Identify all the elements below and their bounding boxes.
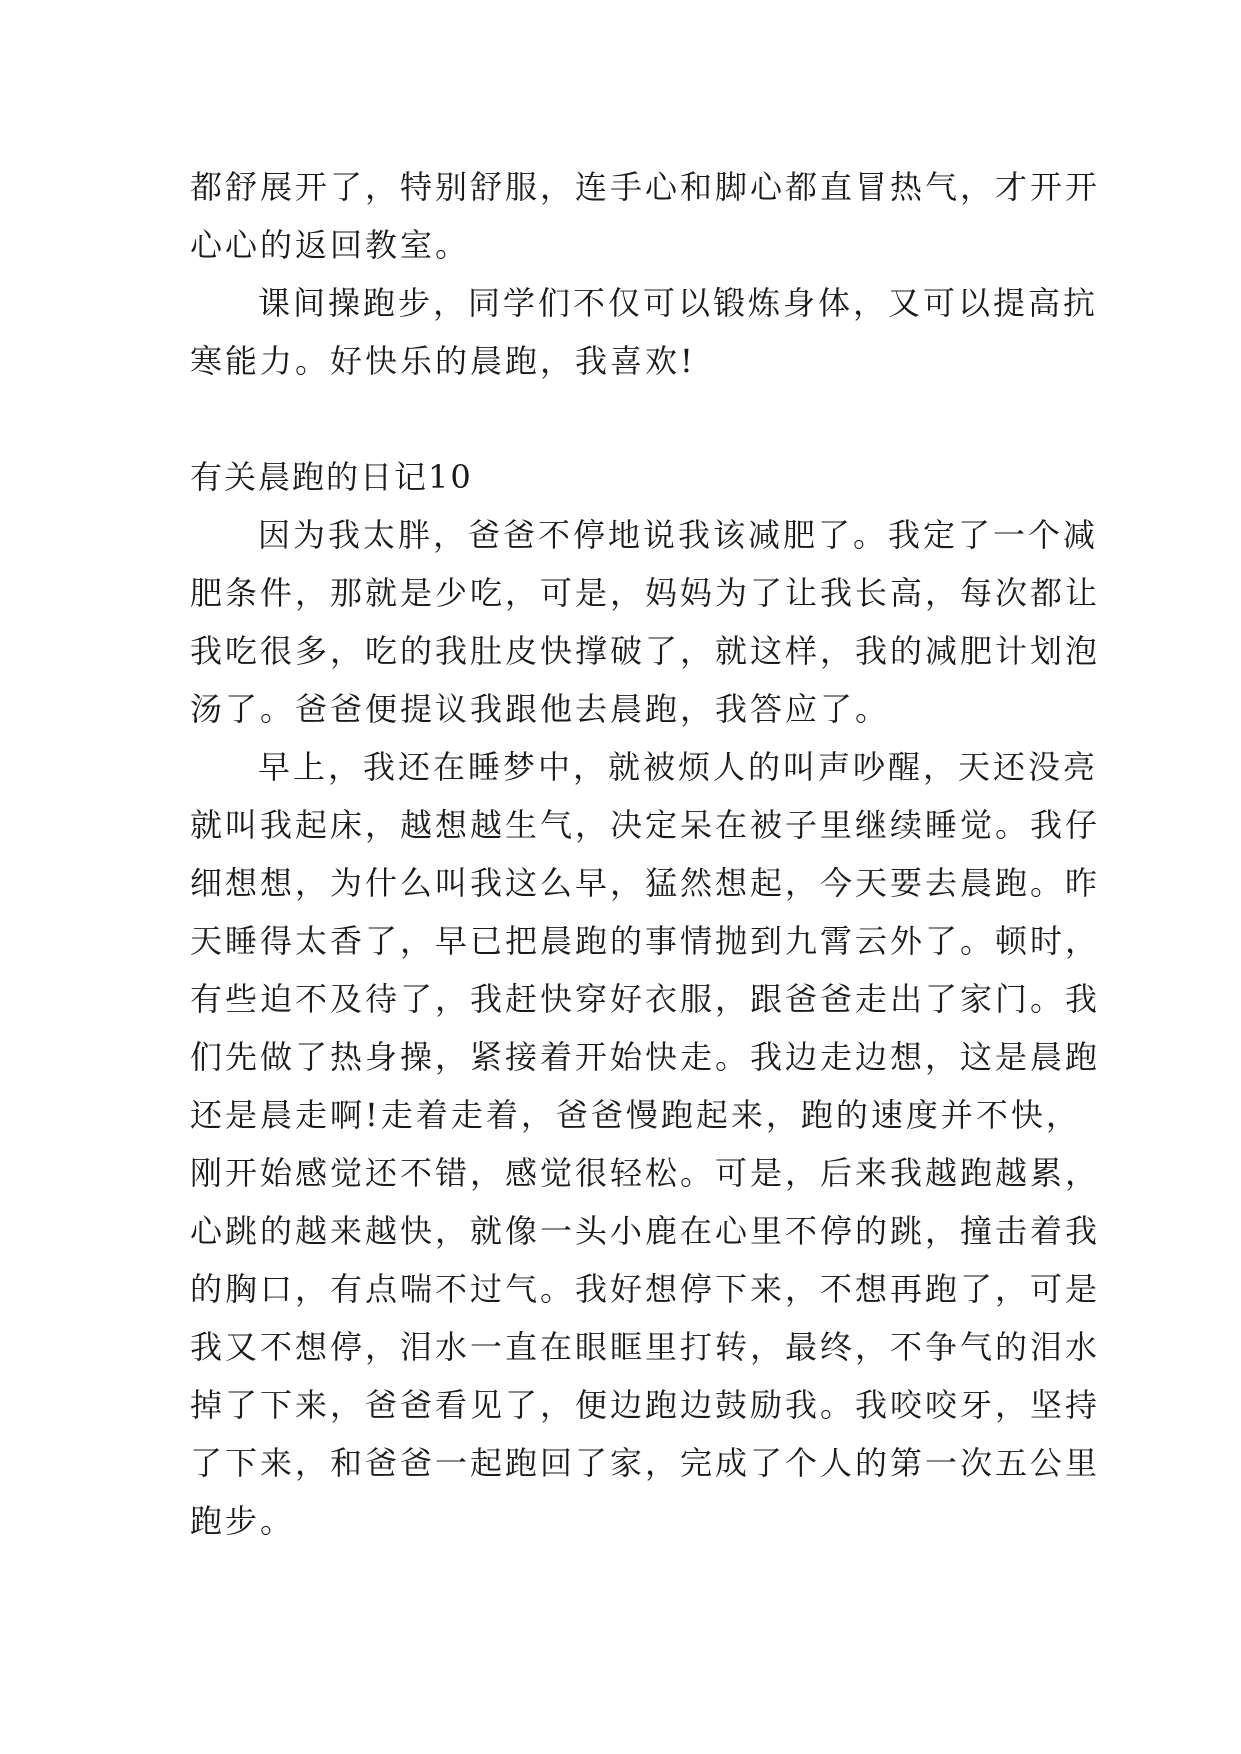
text-line: 就叫我起床，越想越生气，决定呆在被子里继续睡觉。我仔 [190,806,1101,844]
text-line: 课间操跑步，同学们不仅可以锻炼身体，又可以提高抗 [258,284,1099,322]
text-line: 的胸口，有点喘不过气。我好想停下来，不想再跑了，可是 [190,1270,1101,1308]
text-line: 刚开始感觉还不错，感觉很轻松。可是，后来我越跑越累， [190,1154,1101,1192]
text-line: 掉了下来，爸爸看见了，便边跑边鼓励我。我咬咬牙，坚持 [190,1386,1101,1424]
text-line: 跑步。 [190,1502,296,1540]
text-line: 了下来，和爸爸一起跑回了家，完成了个人的第一次五公里 [190,1444,1101,1482]
text-line: 我吃很多，吃的我肚皮快撑破了，就这样，我的减肥计划泡 [190,632,1101,670]
section-title: 有关晨跑的日记10 [190,458,473,496]
text-line: 早上，我还在睡梦中，就被烦人的叫声吵醒，天还没亮 [258,748,1099,786]
text-line: 我又不想停，泪水一直在眼眶里打转，最终，不争气的泪水 [190,1328,1101,1366]
paragraph [190,274,1098,390]
text-line: 还是晨走啊!走着走着，爸爸慢跑起来，跑的速度并不快， [190,1096,1081,1134]
paragraph-continuation [190,158,1100,274]
text-line: 有些迫不及待了，我赶快穿好衣服，跟爸爸走出了家门。我 [190,980,1101,1018]
text-line: 心跳的越来越快，就像一头小鹿在心里不停的跳，撞击着我 [190,1212,1101,1250]
paragraph [190,506,1100,738]
text-line: 细想想，为什么叫我这么早，猛然想起，今天要去晨跑。昨 [190,864,1101,902]
text-line: 肥条件，那就是少吃，可是，妈妈为了让我长高，每次都让 [190,574,1101,612]
text-line: 汤了。爸爸便提议我跟他去晨跑，我答应了。 [190,690,891,728]
text-line: 都舒展开了，特别舒服，连手心和脚心都直冒热气，才开开 [190,168,1101,206]
text-line: 们先做了热身操，紧接着开始快走。我边走边想，这是晨跑 [190,1038,1101,1076]
text-line: 因为我太胖，爸爸不停地说我该减肥了。我定了一个减 [258,516,1099,554]
text-line: 心心的返回教室。 [190,226,471,264]
text-line: 天睡得太香了，早已把晨跑的事情抛到九霄云外了。顿时， [190,922,1101,960]
paragraph [190,738,1100,1550]
text-line: 寒能力。好快乐的晨跑，我喜欢! [190,342,696,380]
